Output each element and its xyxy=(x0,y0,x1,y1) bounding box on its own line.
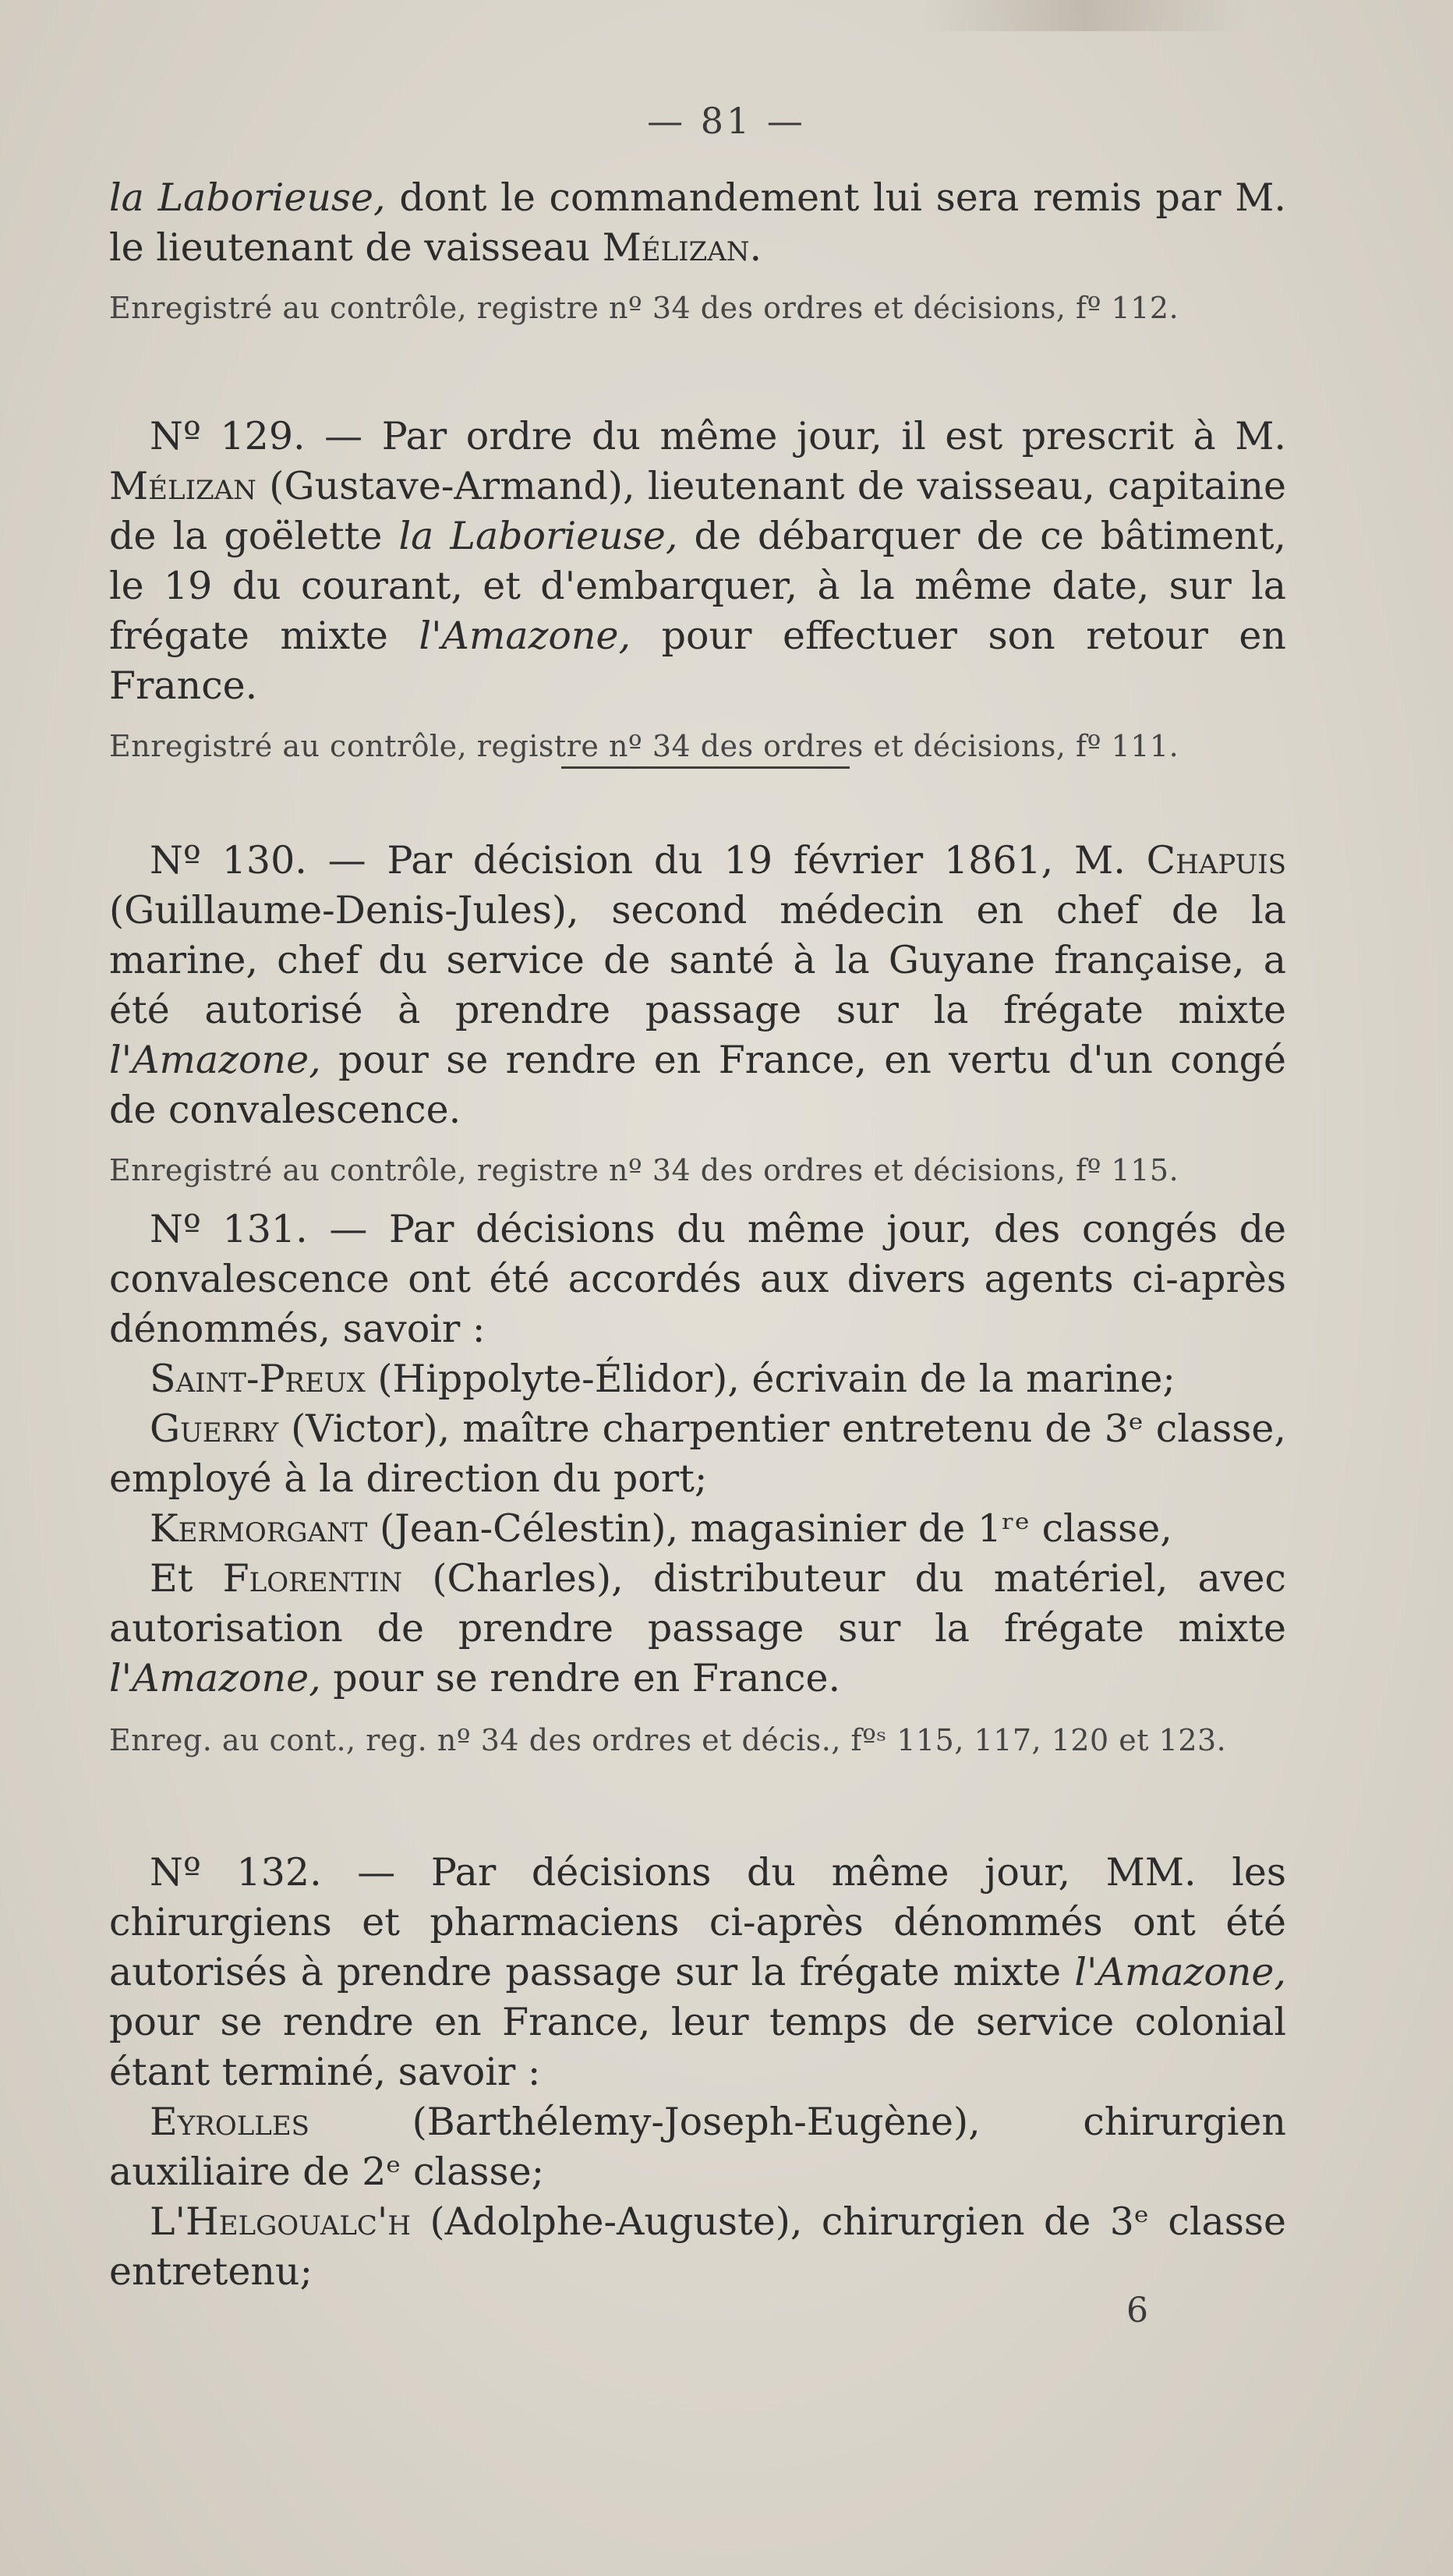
entry-paragraph: Nº 129. — Par ordre du même jour, il est prescrit à M. Mélizan (Gustave-Armand), lieutenant de vaisseau, capitaine de la goëlette la Laborieuse, de débarquer de ce bâtiment, le 19 du courant, et d'embarquer, à la même date, sur la frégate mixte l'Amazone, pour effectuer son retour en France. xyxy=(109,414,1287,708)
entry-paragraph: Nº 130. — Par décision du 19 février 1861, M. Chapuis (Guillaume-Denis-Jules), second médecin en chef de la marine, chef du service de santé à la Guyane française, a été autorisé à prendre passage sur la frégate mixte l'Amazone, pour se rendre en France, en vertu d'un congé de convalescence. xyxy=(109,838,1286,1132)
ship-name: l'Amazone, xyxy=(109,1038,321,1082)
entry-130 xyxy=(109,836,1286,1190)
registration-note: Enregistré au contrôle, registre nº 34 des ordres et décisions, fº 111. xyxy=(109,729,1179,763)
list-item: L'Helgoualc'h (Adolphe-Auguste), chirurgien de 3ᵉ classe entretenu; xyxy=(109,2199,1286,2294)
intro-section xyxy=(109,173,1286,327)
ship-name: l'Amazone, xyxy=(419,614,631,658)
ship-name: la Laborieuse, xyxy=(109,175,386,220)
entry-131 xyxy=(109,1205,1286,1760)
ship-name: l'Amazone, xyxy=(109,1656,321,1700)
person-name: Florentin xyxy=(222,1556,403,1601)
person-name: L'Helgoualc'h xyxy=(150,2199,412,2244)
entry-number: Nº 132. xyxy=(150,1850,322,1895)
entry-number: Nº 130. xyxy=(150,838,307,883)
list-item: Guerry (Victor), maître charpentier entretenu de 3ᵉ classe, employé à la direction du port; xyxy=(109,1407,1286,1501)
list-item: Et Florentin (Charles), distributeur du matériel, avec autorisation de prendre passage sur la frégate mixte l'Amazone, pour se rendre en France. xyxy=(109,1556,1286,1700)
person-name: Chapuis xyxy=(1146,838,1286,883)
paper-stain xyxy=(920,0,1247,31)
person-name: Guerry xyxy=(150,1407,279,1451)
person-name: Mélizan xyxy=(109,464,256,508)
person-name: Kermorgant xyxy=(150,1506,368,1551)
list-item: Eyrolles (Barthélemy-Joseph-Eugène), chirurgien auxiliaire de 2ᵉ classe; xyxy=(109,2100,1286,2194)
section-divider xyxy=(561,766,850,769)
ship-name: l'Amazone, xyxy=(1074,1950,1286,1994)
registration-note: Enregistré au contrôle, registre nº 34 des ordres et décisions, fº 115. xyxy=(109,1153,1179,1187)
entry-number: Nº 129. xyxy=(150,414,306,458)
entry-132 xyxy=(109,1848,1286,2297)
page-number: — 81 — xyxy=(647,100,806,142)
registration-note: Enreg. au cont., reg. nº 34 des ordres et décis., fºˢ 115, 117, 120 et 123. xyxy=(109,1723,1227,1757)
entry-paragraph: Nº 132. — Par décisions du même jour, MM. les chirurgiens et pharmaciens ci-après dénommés ont été autorisés à prendre passage sur la frégate mixte l'Amazone, pour se rendre en France, leur temps de service colonial étant terminé, savoir : xyxy=(109,1850,1287,2094)
list-item: Kermorgant (Jean-Célestin), magasinier de 1ʳᵉ classe, xyxy=(150,1506,1172,1551)
signature-mark: 6 xyxy=(1126,2291,1148,2330)
person-name: Saint-Preux xyxy=(150,1357,366,1401)
entry-paragraph: Nº 131. — Par décisions du même jour, des congés de convalescence ont été accordés aux divers agents ci-après dénommés, savoir : xyxy=(109,1207,1286,1351)
intro-paragraph: la Laborieuse, dont le commandement lui sera remis par M. le lieutenant de vaisseau Mélizan. xyxy=(109,175,1287,270)
entry-number: Nº 131. xyxy=(150,1207,308,1251)
entry-129 xyxy=(109,412,1286,766)
ship-name: la Laborieuse, xyxy=(398,514,678,558)
officer-name: Mélizan xyxy=(602,225,750,270)
person-name: Eyrolles xyxy=(150,2100,309,2144)
registration-note: Enregistré au contrôle, registre nº 34 des ordres et décisions, fº 112. xyxy=(109,291,1179,325)
list-item: Saint-Preux (Hippolyte-Élidor), écrivain de la marine; xyxy=(150,1357,1175,1401)
